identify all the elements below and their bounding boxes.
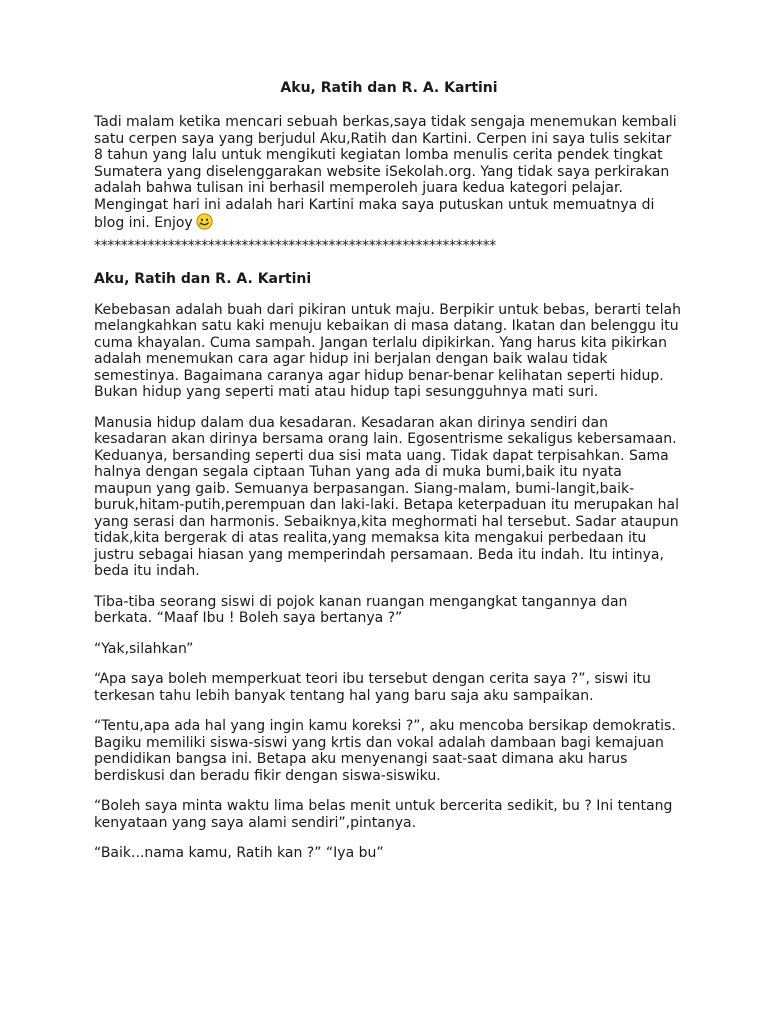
document-content [94, 79, 684, 876]
story-paragraph: “Apa saya boleh memperkuat teori ibu tersebut dengan cerita saya ?”, siswi itu terkesan tahu lebih banyak tentang hal yang baru saja aku sampaikan. [94, 671, 651, 704]
story-title: Aku, Ratih dan R. A. Kartini [94, 270, 312, 287]
intro-paragraph [94, 114, 684, 232]
story-paragraph: “Boleh saya minta waktu lima belas menit untuk bercerita sedikit, bu ? Ini tentang kenyataan yang saya alami sendiri”,pintanya. [94, 798, 673, 831]
story-paragraph: Tiba-tiba seorang siswi di pojok kanan ruangan mengangkat tangannya dan berkata. “Maaf Ibu ! Boleh saya bertanya ?” [94, 593, 628, 626]
story-paragraph: “Baik...nama kamu, Ratih kan ?” “Iya bu” [94, 845, 384, 861]
story-paragraph: Manusia hidup dalam dua kesadaran. Kesadaran akan dirinya sendiri dan kesadaran akan dirinya bersama orang lain. Egosentrisme sekaligus kebersamaan. Keduanya, bersanding seperti dua sisi mata uang. Tidak dapat terpisahkan. Sama halnya dengan segala ciptaan Tuhan yang ada di muka bumi,baik itu nyata maupun yang gaib. Semuanya berpasangan. Siang-malam, bumi-langit,baik-buruk,hitam-putih,perempuan dan laki-laki. Betapa keterpaduan itu merupakan hal yang serasi dan harmonis. Sebaiknya,kita meghormati hal tersebut. Sadar ataupun tidak,kita bergerak di atas realita,yang memaksa kita mengakui perbedaan itu justru sebagai hiasan yang memperindah persamaan. Beda itu indah. Itu intinya, beda itu indah. [94, 414, 680, 579]
story-paragraph: “Tentu,apa ada hal yang ingin kamu koreksi ?”, aku mencoba bersikap demokratis. Bagiku memiliki siswa-siswi yang krtis dan vokal adalah dambaan bagi kemajuan pendidikan bangsa ini. Betapa aku menyenangi saat-saat dimana aku harus berdiskusi dan beradu fikir dengan siswa-siswiku. [94, 718, 676, 784]
asterisk-separator: ************************************************************ [94, 237, 497, 254]
smiley-icon [196, 213, 213, 230]
document-title: Aku, Ratih dan R. A. Kartini [280, 80, 498, 96]
intro-text: Tadi malam ketika mencari sebuah berkas,saya tidak sengaja menemukan kembali satu cerpen saya yang berjudul Aku,Ratih dan Kartini. Cerpen ini saya tulis sekitar 8 tahun yang lalu untuk mengikuti kegiatan lomba menulis cerita pendek tingkat Sumatera yang diselenggarakan website iSekolah.org. Yang tidak saya perkirakan adalah bahwa tulisan ini berhasil memperoleh juara kedua kategori pelajar. Mengingat hari ini adalah hari Kartini maka saya putuskan untuk memuatnya di blog ini. Enjoy [94, 114, 677, 231]
story-paragraph: Kebebasan adalah buah dari pikiran untuk maju. Berpikir untuk bebas, berarti telah melangkahkan satu kaki menuju kebaikan di masa datang. Ikatan dan belenggu itu cuma khayalan. Cuma sampah. Jangan terlalu dipikirkan. Yang harus kita pikirkan adalah menemukan cara agar hidup ini berjalan dengan baik walau tidak semestinya. Bagaimana caranya agar hidup benar-benar kelihatan seperti hidup. Bukan hidup yang seperti mati atau hidup tapi sesungguhnya mati suri. [94, 301, 681, 400]
story-paragraph: “Yak,silahkan” [94, 640, 194, 657]
